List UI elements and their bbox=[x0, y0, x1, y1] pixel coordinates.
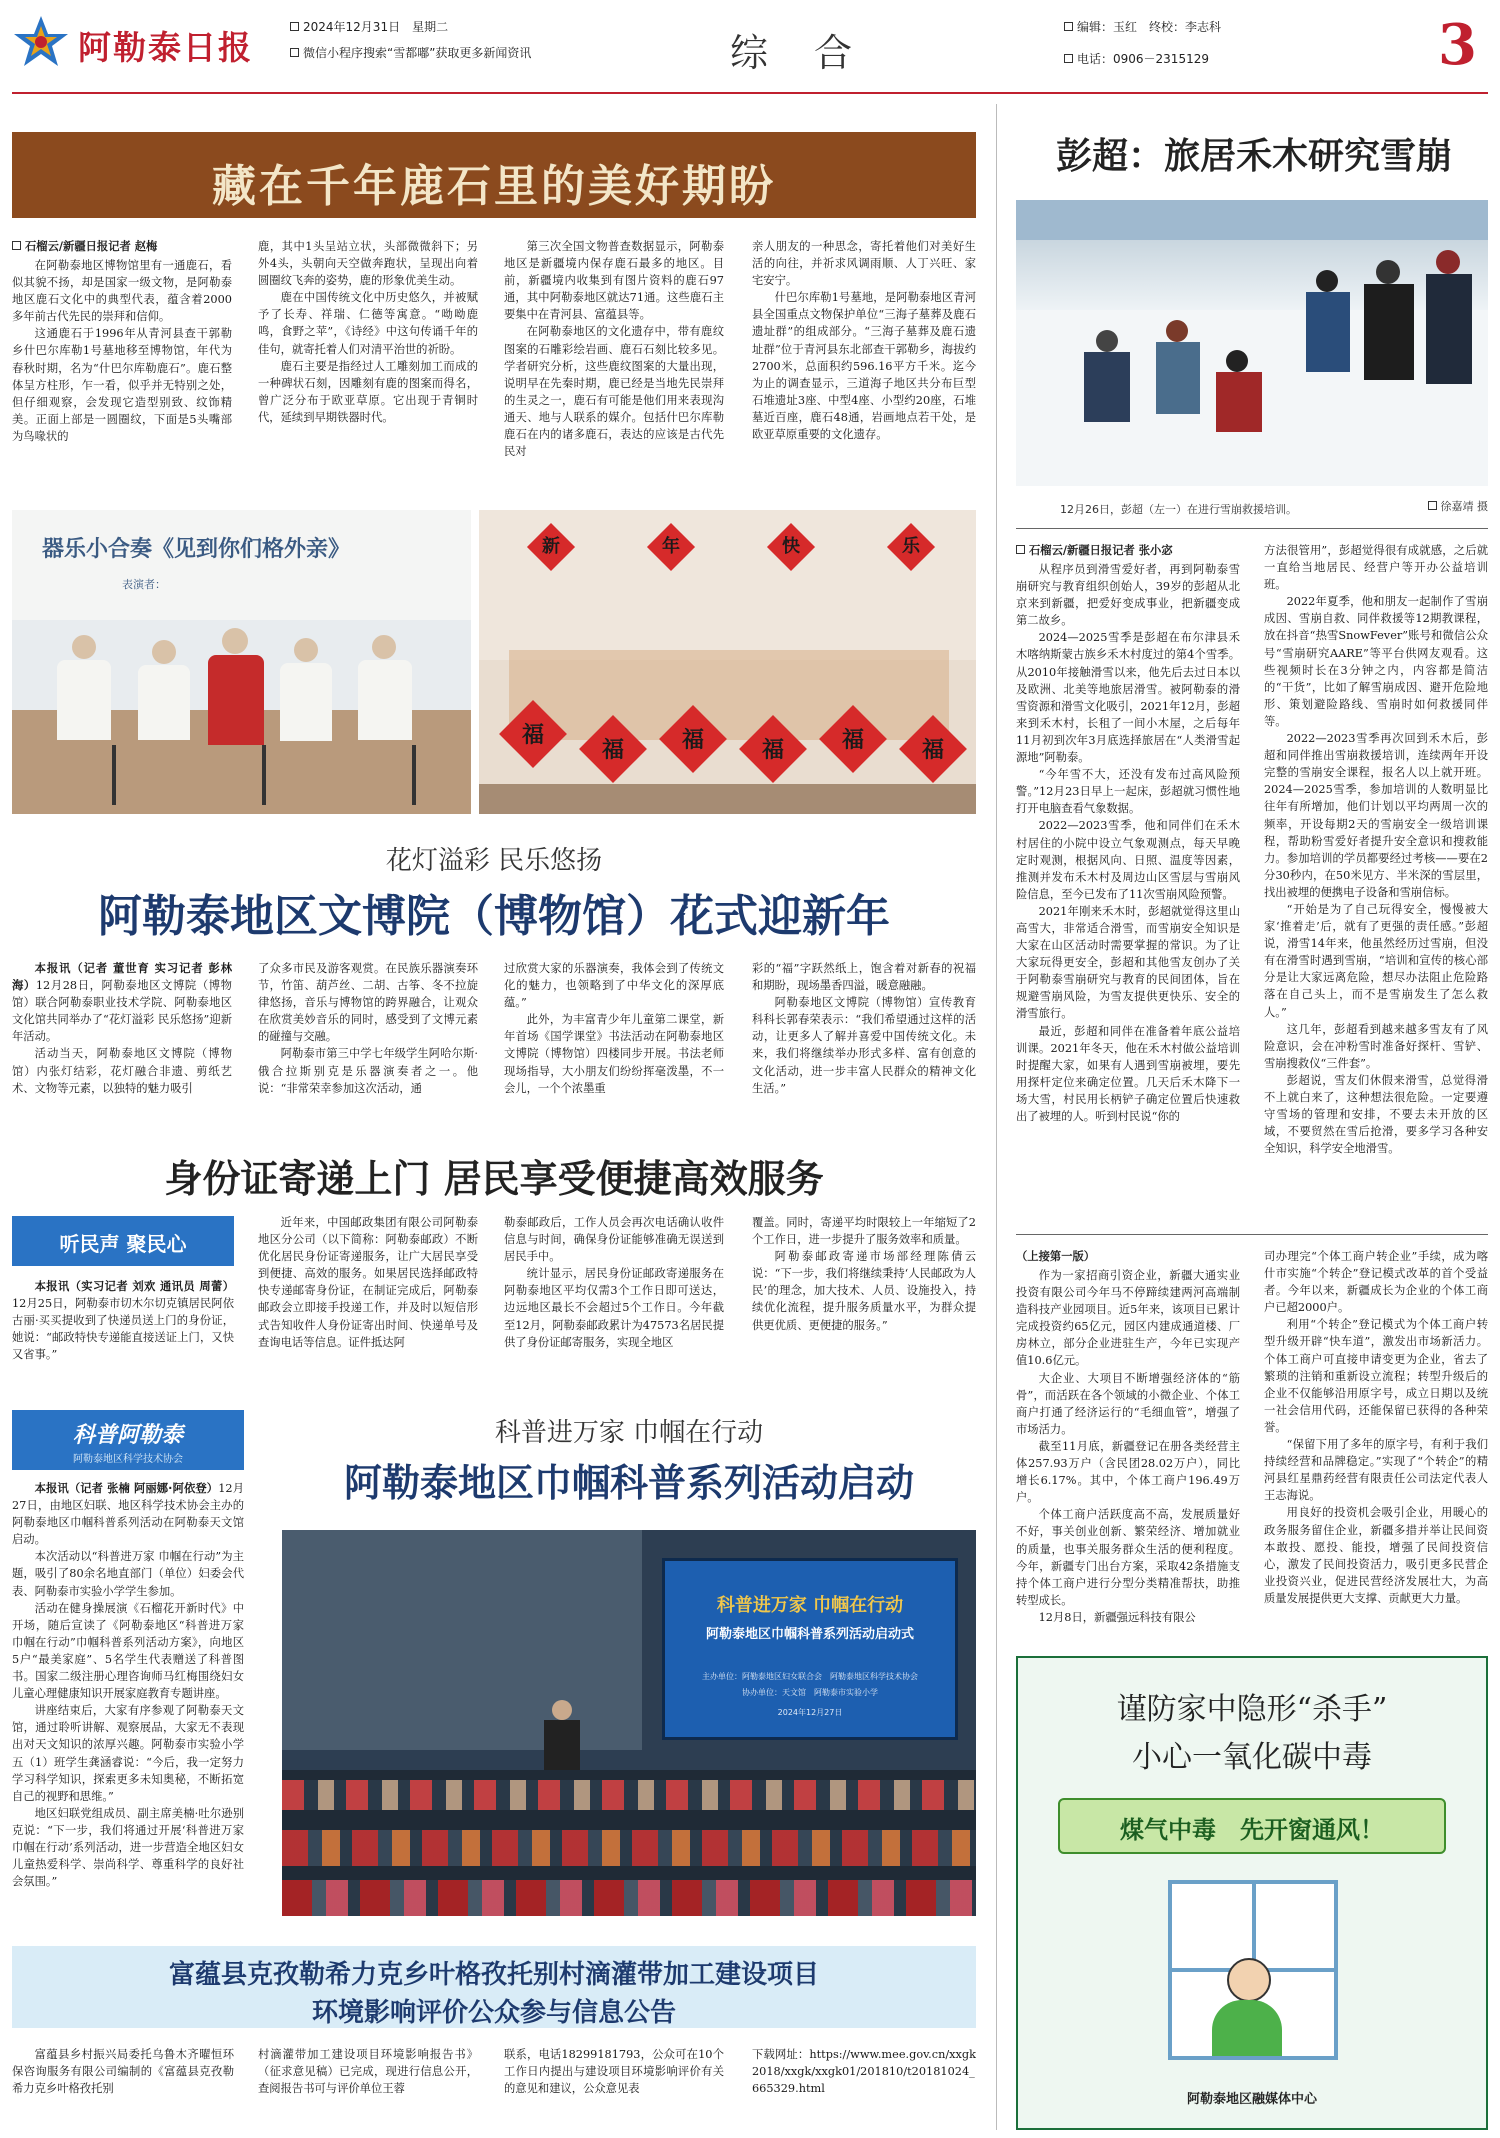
economy-col-1 bbox=[1016, 1248, 1240, 1642]
article-paragraph: 过欣赏大家的乐器演奏，我体会到了传统文化的魅力，也领略到了中华文化的深厚底蕴。” bbox=[504, 962, 724, 1010]
wechat-promo: 微信小程序搜索“雪都嘟”获取更多新闻资讯 bbox=[303, 46, 532, 60]
science-title: 阿勒泰地区巾帼科普系列活动启动 bbox=[343, 1460, 914, 1505]
peng-byline: 石榴云/新疆日报记者 张小宓 bbox=[1029, 544, 1173, 557]
article-paragraph: 最近，彭超和同伴在准备着年底公益培训课。2021年冬天，他在禾木村做公益培训时提醒大家，如果有人遇到雪崩被埋，要先用探杆定位来确定位置。几天后禾木降下一场大雪，村民用长柄铲子确定位置后快速救出了被埋的人。听到村民说“你的 bbox=[1016, 1024, 1240, 1123]
science-column-logo bbox=[12, 1410, 244, 1470]
article-paragraph: 彩的“福”字跃然纸上，饱含着对新春的祝福和期盼，现场墨香四溢，暖意融融。 bbox=[752, 962, 976, 993]
masthead bbox=[0, 0, 1500, 96]
notice-col-4 bbox=[752, 2046, 976, 2130]
editor-credit: 编辑：玉红 终校：李志科 bbox=[1077, 20, 1222, 34]
fu-character: 福 bbox=[761, 737, 784, 763]
spring-couplet-character: 乐 bbox=[902, 536, 920, 557]
spring-couplet-character: 年 bbox=[662, 536, 680, 557]
notice-title-2: 环境影响评价公众参与信息公告 bbox=[311, 1998, 676, 2028]
article-paragraph: 这通鹿石于1996年从青河县查干郭勒乡什巴尔库勒1号墓地移至博物馆，年代为春秋时期，名为“什巴尔库勒鹿石”。鹿石整体呈方柱形，乍一看，似乎并无特别之处，但仔细观察，会发现它造型别致、纹饰精美。正面上部是一圆圈纹，下面是5头嘴部为鸟喙状的 bbox=[12, 327, 232, 443]
deer-stone-title: 藏在千年鹿石里的美好期盼 bbox=[212, 161, 776, 212]
article-paragraph: 勒泰邮政后，工作人员会再次电话确认收件信息与时间，确保身份证能够准确无误送到居民手中。 bbox=[504, 1216, 724, 1264]
voice-column-label: 听民声 聚民心 bbox=[59, 1232, 187, 1256]
notice-paragraph: 富蕴县乡村振兴局委托乌鲁木齐曜恒环保咨询服务有限公司编制的《富蕴县克孜勒希力克乡叶格孜托别 bbox=[12, 2048, 234, 2096]
article-paragraph: 阿勒泰地区文博院（博物馆）宣传教育科科长郭春荣表示：“我们希望通过这样的活动，让更多人了解并喜爱中国传统文化。未来，我们将继续举办形式多样、富有创意的文化活动，进一步丰富人民群众的精神文化生活。” bbox=[752, 996, 976, 1095]
notice-col-1 bbox=[12, 2046, 234, 2130]
peng-chao-title: 彭超：旅居禾木研究雪崩 bbox=[1055, 136, 1452, 177]
article-paragraph: 覆盖。同时，寄递平均时限较上一年缩短了2个工作日，进一步提升了服务效率和质量。 bbox=[752, 1216, 976, 1247]
article-paragraph: 地区妇联党组成员、副主席美楠·吐尔逊别克说：“下一步，我们将通过开展‘科普进万家 巾帼在行动’系列活动，进一步营造全地区妇女儿童热爱科学、崇尚科学、尊重科学的良好社会氛围。” bbox=[12, 1806, 244, 1889]
id-card-col-3 bbox=[504, 1214, 724, 1400]
science-event-photo bbox=[282, 1530, 976, 1916]
snow-rescue-photo bbox=[1016, 200, 1488, 486]
article-paragraph: 此外，为丰富青少年儿童第二课堂，新年首场《国学课堂》书法活动在阿勒泰地区文博院（博物馆）四楼同步开展。书法老师现场指导，大小朋友们纷纷挥毫泼墨，不一会儿，一个个浓墨重 bbox=[504, 1013, 724, 1095]
screen-organizer: 主办单位：阿勒泰地区妇女联合会 阿勒泰地区科学技术协会 bbox=[702, 1672, 918, 1681]
article-paragraph: 作为一家招商引资企业，新疆大通实业投资有限公司今年马不停蹄续建两河高端制造科技产业园项目。近5年来，该项目已累计完成投资约65亿元，园区内建成通道楼、厂房林立，部分企业进驻生产，今年已实现产值10.6亿元。 bbox=[1016, 1269, 1240, 1368]
photo-credit: 徐嘉靖 摄 bbox=[1440, 500, 1488, 513]
article-paragraph: 司办理完“个体工商户转企业”手续，成为喀什市实施“个转企”登记模式改革的首个受益者。今年以来，新疆成长为企业的个体工商户已超2000户。 bbox=[1264, 1250, 1488, 1315]
fu-character: 福 bbox=[601, 737, 624, 763]
phone-number: 电话：0906－2315129 bbox=[1077, 52, 1209, 66]
article-paragraph: 阿勒泰市第三中学七年级学生阿哈尔斯·俄合拉斯别克是乐器演奏者之一。他说：“非常荣幸参加这次活动，通 bbox=[258, 1047, 478, 1095]
person-icon bbox=[1202, 1958, 1292, 2058]
article-paragraph: 鹿石主要是指经过人工雕刻加工而成的一种碑状石刻，因雕刻有鹿的图案而得名，曾广泛分布于欧亚草原。它出现于青铜时代，延续到早期铁器时代。 bbox=[258, 359, 478, 424]
article-paragraph: 从程序员到滑雪爱好者，再到阿勒泰雪崩研究与教育组织创始人，39岁的彭超从北京来到新疆，把爱好变成事业，把新疆变成第二故乡。 bbox=[1016, 563, 1240, 628]
deer-stone-col-3 bbox=[504, 238, 724, 470]
science-column-label: 科普阿勒泰 bbox=[72, 1422, 183, 1448]
article-paragraph: 鹿在中国传统文化中历史悠久，并被赋予了长寿、祥瑞、仁德等寓意。“呦呦鹿鸣，食野之苹”，《诗经》中这句传诵千年的佳句，就寄托着人们对清平治世的祈盼。 bbox=[258, 291, 478, 356]
article-paragraph: 了众多市民及游客观赏。在民族乐器演奏环节，竹笛、葫芦丝、二胡、古筝、冬不拉旋律悠扬，音乐与博物馆的跨界融合，让观众在欣赏美妙音乐的同时，感受到了文博元素的碰撞与交融。 bbox=[258, 962, 478, 1044]
deer-stone-col-1 bbox=[12, 238, 232, 470]
article-paragraph: 这几年，彭超看到越来越多雪友有了风险意识，会在冲粉雪时准备好探杆、雪铲、雪崩搜救仪“三件套”。 bbox=[1264, 1022, 1488, 1070]
screen-slogan: 科普进万家 巾帼在行动 bbox=[716, 1595, 904, 1616]
article-paragraph: 什巴尔库勒1号墓地，是阿勒泰地区青河县全国重点文物保护单位“三海子墓葬及鹿石遗址群”的组成部分。“三海子墓葬及鹿石遗址群”位于青河县东北部查干郭勒乡，海拔约2700米，总面积约596.16平方千米。迄今为止的调查显示，三道海子地区共分布巨型石堆遗址3座、中型4座、小型约20座，石堆墓近百座，鹿石48通，岩画地点若干处，是欧亚草原重要的文化遗存。 bbox=[752, 291, 976, 442]
screen-date: 2024年12月27日 bbox=[777, 1708, 843, 1717]
id-card-title: 身份证寄递上门 居民享受便捷高效服务 bbox=[164, 1157, 824, 1201]
notice-paragraph: 联系，电话18299181793，公众可在10个工作日内提出与建设项目环境影响评价有关的意见和建议，公众意见表 bbox=[504, 2048, 724, 2096]
article-paragraph: 方法很管用”，彭超觉得很有成就感，之后就一直给当地居民、经营户等开办公益培训班。 bbox=[1264, 544, 1488, 592]
fu-character: 福 bbox=[521, 722, 544, 748]
article-paragraph: 2022—2023雪季，他和同伴们在禾木村居住的小院中设立气象观测点，每天早晚定时观测，根据风向、日照、温度等因素，推测并发布禾木村及周边山区雪层与雪崩风险信息，至今已发布了11次雪崩风险预警。 bbox=[1016, 819, 1240, 901]
article-paragraph: 在阿勒泰地区博物馆里有一通鹿石，看似其貌不扬，却是国家一级文物，是阿勒泰地区鹿石文化中的典型代表，蕴含着2000多年前古代先民的崇拜和信仰。 bbox=[12, 259, 232, 324]
article-paragraph: 统计显示，居民身份证邮政寄递服务在阿勒泰地区平均仅需3个工作日即可送达，边远地区最长不会超过5个工作日。今年截至12月，阿勒泰邮政累计为47573名居民提供了身份证邮寄服务，实现全地区 bbox=[504, 1267, 724, 1349]
column-divider bbox=[996, 104, 997, 2130]
museum-col-1 bbox=[12, 960, 232, 1134]
article-paragraph: 12月8日，新疆强远科技有限公 bbox=[1038, 1610, 1196, 1624]
article-paragraph: 12月25日，阿勒泰市切木尔切克镇居民阿依古丽·买买提收到了快递员送上门的身份证，她说：“邮政特快专递能直接送证上门，又快又省事。” bbox=[12, 1297, 234, 1362]
deer-stone-title-banner bbox=[12, 132, 976, 218]
article-paragraph: 2022年夏季，他和朋友一起制作了雪崩成因、雪崩自救、同伴救援等12期教课程，放在抖音“热雪SnowFever”账号和微信公众号“雪崩研究AARE”等平台供网友观看。这些视频时长在3分钟之内，内容都是简洁的“干货”，比如了解雪崩成因、避开危险地形、策划避险路线、雪崩时如何救援同伴等。 bbox=[1264, 595, 1488, 728]
fu-character: 福 bbox=[921, 737, 944, 763]
photo-caption: 12月26日，彭超（左一）在进行雪崩救援培训。 bbox=[1060, 503, 1297, 516]
id-card-lead: 本报讯（实习记者 刘欢 通讯员 周蕾） bbox=[34, 1280, 234, 1293]
notice-paragraph: 村滴灌带加工建设项目环境影响报告书》（征求意见稿）已完成，现进行信息公开，查阅报告书可与评价单位王蓉 bbox=[258, 2048, 478, 2096]
article-paragraph: 截至11月底，新疆登记在册各类经营主体257.93万户（含民团28.02万户），同比增长6.17%。其中，个体工商户196.49万户。 bbox=[1016, 1439, 1240, 1505]
museum-lead: 本报讯（记者 董世育 实习记者 彭林海） bbox=[12, 962, 232, 993]
science-column-sublabel: 阿勒泰地区科学技术协会 bbox=[73, 1454, 183, 1465]
screen-title: 阿勒泰地区巾帼科普系列活动启动式 bbox=[705, 1627, 914, 1642]
article-paragraph: 第三次全国文物普查数据显示，阿勒泰地区是新疆境内保存鹿石最多的地区。目前，新疆境内收集到有图片资料的鹿石97通，其中阿勒泰地区就达71通。这些鹿石主要集中在青河县、富蕴县等。 bbox=[504, 240, 724, 322]
fu-character: 福 bbox=[681, 727, 704, 753]
fu-character: 福 bbox=[841, 727, 864, 753]
museum-col-3 bbox=[504, 960, 724, 1134]
article-paragraph: 活动当天，阿勒泰地区文博院（博物馆）内张灯结彩，花灯融合非遗、剪纸艺术、文物等元素，以独特的魅力吸引 bbox=[12, 1047, 232, 1095]
environment-notice-box bbox=[12, 1946, 976, 2028]
notice-col-3 bbox=[504, 2046, 724, 2130]
music-performance-photo bbox=[12, 510, 471, 814]
article-paragraph: 讲座结束后，大家有序参观了阿勒泰天文馆，通过聆听讲解、观察展品，大家无不表现出对天文知识的浓厚兴趣。阿勒泰市实验小学五（1）班学生龚涵睿说：“今后，我一定努力学习科学知识，探索更多未知奥秘，不断拓宽自己的视野和思维。” bbox=[12, 1704, 244, 1803]
paper-name: 阿勒泰日报 bbox=[78, 28, 253, 67]
co-poisoning-psa bbox=[1016, 1656, 1488, 2130]
science-lead: 本报讯（记者 张楠 阿丽娜·阿依登） bbox=[34, 1482, 219, 1495]
notice-title-1: 富蕴县克孜勒希力克乡叶格孜托别村滴灌带加工建设项目 bbox=[168, 1960, 819, 1990]
article-paragraph: 在阿勒泰地区的文化遗存中，带有鹿纹图案的石雕彩绘岩画、鹿石石刻比较多见。学者研究分析，这些鹿纹图案的大量出现，说明早在先秦时期，鹿已经是当地先民崇拜的生灵之一，鹿石有可能是他们用来表现沟通天、地与人联系的媒介。包括什巴尔库勒鹿石在内的诸多鹿石，表达的应该是古代先民对 bbox=[504, 325, 724, 459]
museum-kicker: 花灯溢彩 民乐悠扬 bbox=[385, 846, 603, 876]
article-paragraph: 亲人朋友的一种思念，寄托着他们对美好生活的向往，并祈求风调雨顺、人丁兴旺、家宅安宁。 bbox=[752, 240, 976, 288]
article-paragraph: 2024—2025雪季是彭超在布尔津县禾木喀纳斯蒙古族乡禾木村度过的第4个雪季。从2010年接触滑雪以来，他先后去过日本以及欧洲、北美等地旅居滑雪。被阿勒泰的滑雪资源和滑雪文化吸引，2021年12月，彭超来到禾木村，长租了一间小木屋，之后每年11月初到次年3月底选择旅居在“人类滑雪起源地”阿勒泰。 bbox=[1016, 631, 1240, 765]
article-paragraph: 2022—2023雪季再次回到禾木后，彭超和同伴推出雪崩救援培训，连续两年开设完整的雪崩安全课程，报名人以上就开班。2024—2025雪季，参加培训的人数明显比往年有所增加，他们计划以平均两周一次的频率，开设每期2天的雪崩安全一级培训课程，帮助粉雪爱好者提升安全意识和搜救能力。参加培训的学员都要经过考核——要在2分30秒内，在50米见方、半米深的雪层里，找出被埋的便携电子设备和雪崩信标。 bbox=[1264, 732, 1488, 899]
article-paragraph: 12月27日，由地区妇联、地区科学技术协会主办的阿勒泰地区巾帼科普系列活动在阿勒泰天文馆启动。 bbox=[12, 1482, 244, 1547]
peng-col-1 bbox=[1016, 542, 1240, 1326]
continued-label: （上接第一版） bbox=[1016, 1250, 1096, 1263]
notice-paragraph: 下载网址：https://www.mee.gov.cn/xxgk2018/xxgk/xxgk01/201810/t20181024_665329.html bbox=[752, 2048, 976, 2096]
calligraphy-children-photo bbox=[479, 510, 976, 814]
id-card-col-4 bbox=[752, 1214, 976, 1400]
science-col-1 bbox=[12, 1480, 244, 1916]
spring-couplet-character: 新 bbox=[542, 536, 560, 557]
performance-banner-subtext: 表演者： bbox=[122, 578, 166, 591]
newspaper-logo-icon bbox=[12, 14, 70, 72]
article-paragraph: 近年来，中国邮政集团有限公司阿勒泰地区分公司（以下简称：阿勒泰邮政）不断优化居民身份证寄递服务，让广大居民享受到便捷、高效的服务。如果居民选择邮政特快专递邮寄身份证，在制证完成后，阿勒泰邮政会立即接手投递工作，并及时以短信形式告知收件人身份证寄出时间、快递单号及查询电话等信息。证件抵达阿 bbox=[258, 1216, 478, 1349]
museum-col-2 bbox=[258, 960, 478, 1134]
article-paragraph: “今年雪不大，还没有发布过高风险预警。”12月23日早上一起床，彭超就习惯性地打开电脑查看气象数据。 bbox=[1016, 768, 1240, 816]
article-paragraph: “保留下用了多年的原字号，有利于我们持续经营和品牌稳定。”实现了“个转企”的精河县红星鼎药经营有限责任公司法定代表人王志海说。 bbox=[1264, 1438, 1488, 1503]
deer-stone-col-4 bbox=[752, 238, 976, 470]
id-card-col-1 bbox=[12, 1278, 234, 1400]
article-paragraph: 12月28日，阿勒泰地区文博院（博物馆）联合阿勒泰职业技术学院、阿勒泰地区文化馆共同举办了“花灯溢彩 民乐悠扬”迎新年活动。 bbox=[12, 979, 232, 1044]
psa-line-1: 谨防家中隐形“杀手” bbox=[1116, 1692, 1388, 1727]
article-paragraph: 鹿，其中1头呈站立状，头部微微斜下；另外4头，头朝向天空做奔跑状，呈现出向着圆圈纹飞奔的姿势，鹿的形象优美生动。 bbox=[258, 240, 478, 288]
article-paragraph: 2021年刚来禾木时，彭超就觉得这里山高雪大，非常适合滑雪，而雪崩安全知识是大家在山区活动时需要掌握的常识。为了让大家玩得更安全，彭超和其他雪友创办了关于阿勒泰雪崩研究与教育的民间团体，旨在规避雪崩风险，为雪友提供更快乐、安全的滑雪旅行。 bbox=[1016, 904, 1240, 1021]
museum-col-4 bbox=[752, 960, 976, 1134]
museum-title: 阿勒泰地区文博院（博物馆）花式迎新年 bbox=[98, 891, 890, 942]
article-paragraph: 本次活动以“科普进万家 巾帼在行动”为主题，吸引了80余名地直部门（单位）妇委会代表、阿勒泰市实验小学学生参加。 bbox=[12, 1550, 244, 1598]
screen-co-organizer: 协办单位：天文馆 阿勒泰市实验小学 bbox=[742, 1688, 878, 1697]
header-rule bbox=[12, 92, 1488, 94]
spring-couplet-character: 快 bbox=[782, 536, 800, 557]
deer-stone-byline: 石榴云/新疆日报记者 赵梅 bbox=[25, 240, 158, 253]
deer-stone-col-2 bbox=[258, 238, 478, 470]
article-paragraph: 利用“个转企”登记模式为个体工商户转型升级开辟“快车道”，激发出市场新活力。个体工商户可直接申请变更为企业，省去了繁琐的注销和重新设立流程；转型升级后的企业不仅能够沿用原字号，成立日期以及统一社会信用代码，还能保留已获得的各种荣誉。 bbox=[1264, 1318, 1488, 1434]
science-kicker: 科普进万家 巾帼在行动 bbox=[494, 1418, 764, 1448]
psa-line-2: 小心一氧化碳中毒 bbox=[1132, 1740, 1372, 1775]
article-paragraph: “开始是为了自己玩得安全，慢慢被大家‘推着走’后，就有了更强的责任感。”彭超说，滑雪14年来，他虽然经历过雪崩，但没有在滑雪时遇到雪崩，“培训和宣传的核心部分是让大家远离危险，想尽办法阻止危险路落在自己头上，而不是雪崩发生了怎么救人。” bbox=[1264, 902, 1488, 1019]
page-number: 3 bbox=[1438, 12, 1477, 78]
article-paragraph: 阿勒泰邮政寄递市场部经理陈倩云说：“下一步，我们将继续秉持‘人民邮政为人民’的理念，加大技术、人员、设施投入，持续优化流程，提升服务质量水平，为群众提供更优质、更便捷的服务。” bbox=[752, 1250, 976, 1332]
economy-col-2 bbox=[1264, 1248, 1488, 1642]
article-paragraph: 彭超说，雪友们休假来滑雪，总觉得滑不上就白来了，这种想法很危险。一定要遵守雪场的管理和安排，不要去未开放的区域，不要贸然在雪后抢滑，要多学习各种安全知识，科学安全地滑雪。 bbox=[1264, 1073, 1488, 1156]
voice-column-logo bbox=[12, 1216, 234, 1266]
article-paragraph: 用良好的投资机会吸引企业，用暖心的政务服务留住企业，新疆多措并举让民间资本敢投、愿投、能投，增强了民间投资信心，激发了民间投资活力，吸引更多民营企业投资兴业，促进民营经济发展壮大，为高质量发展提供更大支撑、贡献更大力量。 bbox=[1264, 1506, 1488, 1605]
psa-banner: 煤气中毒 先开窗通风！ bbox=[1120, 1816, 1384, 1844]
id-card-col-2 bbox=[258, 1214, 478, 1400]
issue-date: 2024年12月31日 星期二 bbox=[303, 20, 449, 34]
psa-footer: 阿勒泰地区融媒体中心 bbox=[1186, 2092, 1317, 2107]
article-paragraph: 大企业、大项目不断增强经济体的“筋骨”，而活跃在各个领域的小微企业、个体工商户打通了经济运行的“毛细血管”，增强了市场活力。 bbox=[1016, 1371, 1240, 1436]
notice-col-2 bbox=[258, 2046, 478, 2130]
performance-banner-text: 器乐小合奏《见到你们格外亲》 bbox=[42, 536, 351, 562]
event-screen bbox=[662, 1558, 958, 1740]
peng-col-2 bbox=[1264, 542, 1488, 1326]
section-name: 综 合 bbox=[730, 31, 857, 75]
article-paragraph: 个体工商户活跃度高不高，发展质量好不好，事关创业创新、繁荣经济、增加就业的质量，也事关服务群众生活的便利程度。今年，新疆专门出台方案，采取42条措施支持个体工商户进行分型分类精准帮扶，助推转型成长。 bbox=[1016, 1508, 1240, 1607]
article-paragraph: 活动在健身操展演《石榴花开新时代》中开场，随后宣读了《阿勒泰地区“科普进万家 巾帼在行动”巾帼科普系列活动方案》，向地区5户“最美家庭”、5名学生代表赠送了科普图书。国家二级注册心理咨询师马红梅围绕妇女儿童心理健康知识开展家庭教育专题讲座。 bbox=[12, 1601, 244, 1701]
